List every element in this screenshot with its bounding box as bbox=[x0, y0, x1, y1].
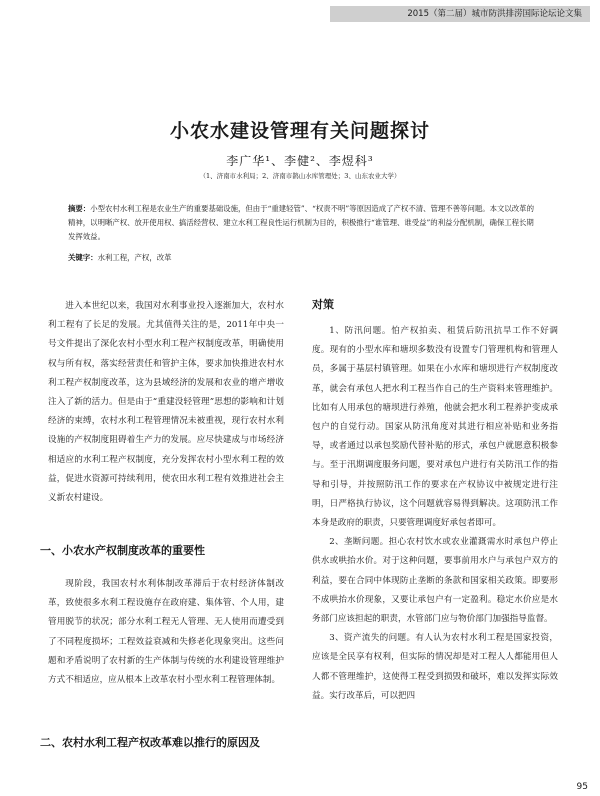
section-heading-1: 一、小农水产权制度改革的重要性 bbox=[40, 544, 205, 557]
left-column bbox=[48, 297, 284, 508]
abstract-text: 小型农村水利工程是农业生产的重要基础设施，但由于“重建轻管”、“权责不明”等原因造成了产权不清、管理不善等问题。本文以改革的精神，以明晰产权、放开使用权、搞活经营权、建立水利工程良性运行机制为目的，积极推行“谁管理、谁受益”的利益分配机制，确保工程长期发挥效益。 bbox=[68, 204, 534, 241]
keywords-label: 关键字： bbox=[68, 253, 98, 262]
body-paragraph: 现阶段，我国农村水利体制改革滞后于农村经济体制改革，致使很多水利工程设施存在政府建、集体管、个人用，建管用脱节的状况；部分水利工程无人管理、无人使用而遭受到了不同程度损坏；工程效益衰减和失修老化现象突出。这些问题和矛盾说明了农村新的生产体制与传统的水利建设管理维护方式不相适应，应从根本上改革农村小型水利工程管理体制。 bbox=[48, 579, 284, 686]
abstract bbox=[68, 202, 538, 244]
keywords bbox=[68, 252, 538, 263]
body-paragraph: 进入本世纪以来，我国对水利事业投入逐渐加大，农村水利工程有了长足的发展。尤其值得关注的是，2011年中央一号文件提出了深化农村小型水利工程产权制度改革，明确使用权与所有权，落实经营责任和管护主体，要求加快推进农村水利工程产权制度改革，这为县域经济的发展和农业的增产增收注入了新的活力。但是由于“重建没轻管理”思想的影响和计划经济的束缚，农村水利工程管理情况未被重视，现行农村水利设施的产权制度阻碍着生产力的发展。应尽快建成与市场经济相适应的水利工程产权制度，充分发挥农村小型水利工程的效益，促进水资源可持续利用，使农田水利工程有效推进社会主义新农村建设。 bbox=[48, 301, 284, 504]
section-heading-cont: 对策 bbox=[312, 298, 334, 311]
body-paragraph: 2、垄断问题。担心农村饮水或农业灌溉需水时承包户停止供水或哄抬水价。对于这种问题，要事前用水户与承包户双方的利益，要在合同中体现防止垄断的条款和国家相关政策。即要形不成哄抬水价现象，又要让承包户有一定盈利。稳定水价应是水务部门应该担起的职责，水管部门应与物价部门加强指导监督。 bbox=[312, 537, 558, 625]
body-paragraph: 1、防汛问题。怕产权拍卖、租赁后防汛抗旱工作不好调度。现有的小型水库和塘坝多数没有设置专门管理机构和管理人员，多属于基层村镇管理。如果在小水库和塘坝进行产权制度改革，就会有承包人把水利工程当作自己的生产资料来管理维护。比如有人用承包的塘坝进行养殖，他就会把水利工程养护变成承包户的自觉行动。国家从防汛角度对其进行相应补贴和业务指导，或者通过以承包奖励代替补贴的形式，承包户就愿意积极参与。至于汛期调度服务问题，要对承包户进行有关防汛工作的指导和引导，并按照防汛工作的要求在产权协议中被规定进行注明，日严格执行协议，这个问题就容易得到解决。这项防汛工作本身是政府的职责，只要管理调度好承包者即可。 bbox=[312, 326, 558, 529]
body-paragraph: 3、资产流失的问题。有人认为农村水利工程是国家投资，应该是全民享有权利，但实际的情况却是对工程人人都能用但人人都不管理维护，这使得工程受到损毁和破坏，难以发挥实际效益。实行改革后，可以把四 bbox=[312, 633, 558, 701]
keywords-text: 水利工程，产权，改革 bbox=[97, 253, 172, 262]
abstract-label: 摘要： bbox=[68, 204, 91, 213]
authors: 李广华¹、李健²、李煜科³ bbox=[226, 154, 374, 168]
left-column-lower bbox=[48, 575, 284, 690]
running-header: 2015（第二届）城市防洪排涝国际论坛论文集 bbox=[330, 6, 590, 22]
paper-title: 小农水建设管理有关问题探讨 bbox=[169, 120, 430, 142]
right-column bbox=[312, 322, 558, 706]
page-number: 95 bbox=[576, 782, 588, 792]
section-heading-2: 二、农村水利工程产权改革难以推行的原因及 bbox=[40, 736, 260, 749]
affiliations: （1、济南市水利局；2、济南市鹊山水库管理处；3、山东农业大学） bbox=[199, 172, 401, 180]
